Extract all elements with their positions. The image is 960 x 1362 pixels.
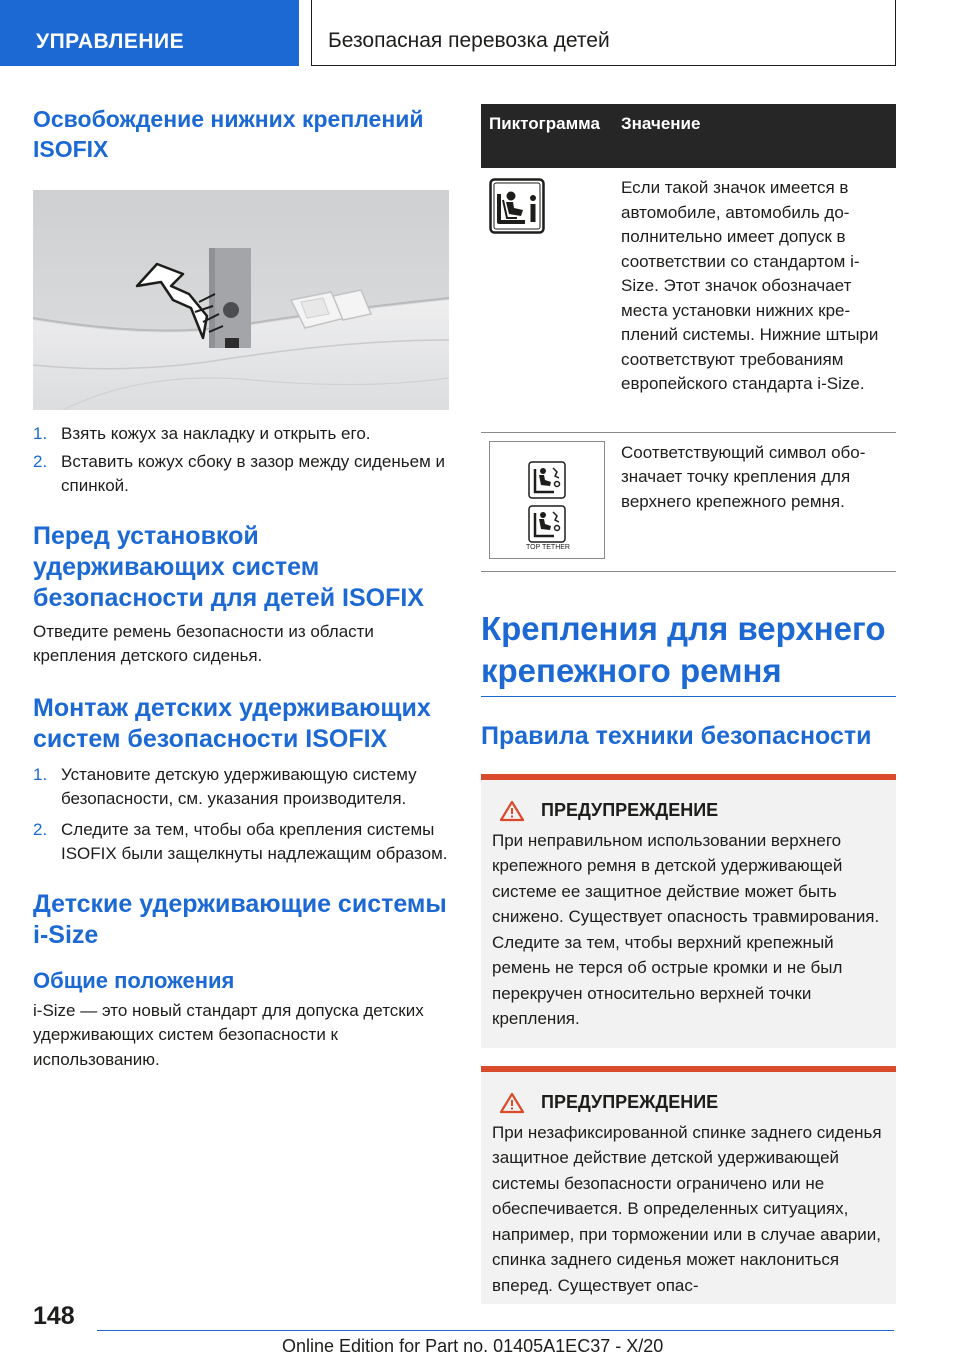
right-column <box>481 104 896 1304</box>
isize-heading: Детские удерживающие системы i-Size <box>33 889 447 949</box>
isofix-cover-photo <box>33 190 449 410</box>
column-header-meaning: Значение <box>613 104 896 168</box>
pictogram-table <box>481 104 896 572</box>
before-install-heading: Перед установкой удерживающих систем безопасности для детей ISOFIX <box>33 521 424 612</box>
table-row <box>481 432 896 571</box>
step-text: Следите за тем, чтобы оба крепления системы ISOFIX были защелкнуты надлежащим образом. <box>61 819 448 863</box>
warning-header <box>489 1092 888 1114</box>
general-text: i-Size — это новый стандарт для допуска детских удерживающих систем безопасности к использованию. <box>33 1000 424 1069</box>
general-heading: Общие положения <box>33 967 235 993</box>
step-number: 2. <box>33 451 48 471</box>
list-item <box>33 422 449 447</box>
mount-steps <box>33 763 449 867</box>
warning-header <box>489 800 888 822</box>
top-tether-heading: Крепления для верхнего крепежного ремня <box>481 609 886 689</box>
step-number: 1. <box>33 764 48 784</box>
warning-title: ПРЕДУПРЕЖДЕНИЕ <box>541 1092 719 1112</box>
chapter-title: Безопасная перевозка детей <box>311 0 896 66</box>
table-header-row <box>481 104 896 168</box>
warning-triangle-icon <box>499 800 525 822</box>
warning-text: При неправильном использовании верхнего крепежного ремня в детской удерживающей системе ее защитное действие может быть снижено. Существует опасность травмирования. Следите за тем, чтобы верхний крепежный ремень не терся об острые кромки и не был перекручен относительно верхней точки крепления. <box>492 830 880 1028</box>
mount-heading: Монтаж детских удерживающих систем безопасности ISOFIX <box>33 693 431 753</box>
isofix-photo-illustration <box>33 190 449 410</box>
page-header <box>0 0 960 66</box>
footer-rule <box>97 1330 894 1331</box>
release-steps <box>33 422 449 499</box>
top-tether-label: TOP TETHER <box>526 543 570 551</box>
release-heading: Освобождение нижних креплений ISOFIX <box>33 106 424 162</box>
warning-text: При незафиксированной спинке заднего сиденья защитное действие детской удерживающей системы безопасности ограничено или не обеспечивается. В определенных ситуациях, например, при торможении или в случае аварии, спинка заднего сиденья может наклониться вперед. Существует опас- <box>492 1122 882 1295</box>
step-number: 2. <box>33 819 48 839</box>
column-header-pictogram: Пиктограмма <box>481 104 613 168</box>
table-row <box>481 168 896 432</box>
list-item <box>33 450 449 499</box>
isize-icon <box>489 178 545 234</box>
step-text: Установите детскую удерживающую систему безопасности, см. указания производителя. <box>61 764 417 808</box>
heading-rule <box>481 696 896 697</box>
step-number: 1. <box>33 424 48 443</box>
warning-title: ПРЕДУПРЕЖДЕНИЕ <box>541 800 719 820</box>
pictogram-cell <box>481 432 613 571</box>
safety-heading: Правила техники безопасности <box>481 721 872 750</box>
edition-note: Online Edition for Part no. 01405A1EC37 - X/20 <box>282 1336 664 1356</box>
page-number: 148 <box>33 1302 75 1330</box>
pictogram-cell <box>481 168 613 432</box>
warning-triangle-icon <box>499 1092 525 1114</box>
meaning-cell: Если такой значок имеется в автомобиле, автомобиль дополнительно имеет допуск в соответствии со стандартом i-Size. Этот значок обозначает места установки нижних креплений системы. Нижние штыри соответствуют требованиям европейского стандарта i-Size. <box>613 168 896 432</box>
warning-box <box>481 1072 896 1305</box>
step-text: Вставить кожух сбоку в зазор между сиденьем и спинкой. <box>61 451 445 495</box>
list-item <box>33 763 449 812</box>
warning-block <box>481 1066 896 1305</box>
warning-block <box>481 774 896 1048</box>
section-tab: УПРАВЛЕНИЕ <box>0 0 299 66</box>
meaning-cell: Соответствующий символ обозначает точку крепления для верхнего крепежного ремня. <box>613 432 896 571</box>
warning-box <box>481 780 896 1048</box>
step-text: Взять кожух за накладку и открыть его. <box>61 424 371 443</box>
before-install-text: Отведите ремень безопасности из области крепления детского сиденья. <box>33 621 374 665</box>
list-item <box>33 818 449 867</box>
top-tether-icon-frame <box>489 441 605 559</box>
left-column <box>33 100 449 1072</box>
top-tether-icon <box>490 442 606 560</box>
